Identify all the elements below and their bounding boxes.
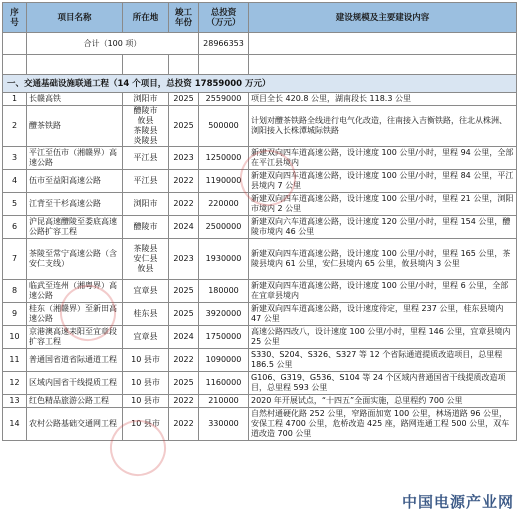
project-table	[2, 2, 517, 441]
row-location: 茶陵县 安仁县 攸县	[123, 239, 169, 280]
row-location: 10 县市	[123, 372, 169, 395]
row-content: 新建双向四车道高速公路，设计速度待定，里程 237 公里，桂东县境内 47 公里	[249, 303, 517, 326]
blank-row	[3, 55, 517, 75]
row-year: 2025	[169, 280, 199, 303]
row-investment: 500000	[199, 106, 249, 147]
row-year: 2022	[169, 395, 199, 408]
row-no: 11	[3, 349, 27, 372]
row-investment: 330000	[199, 408, 249, 441]
row-no: 1	[3, 93, 27, 106]
row-location: 10 县市	[123, 408, 169, 441]
table-row	[3, 147, 517, 170]
row-no: 12	[3, 372, 27, 395]
row-location: 醴陵市 攸县 茶陵县 炎陵县	[123, 106, 169, 147]
table-row	[3, 349, 517, 372]
row-name: 沪昆高速醴陵至娄底高速公路扩容工程	[27, 216, 123, 239]
header-no: 序 号	[3, 3, 27, 33]
table-row	[3, 326, 517, 349]
blank-cell	[123, 55, 169, 75]
section-title: 一、交通基础设施联通工程（14 个项目，总投资 17859000 万元）	[3, 75, 517, 93]
blank-cell	[3, 55, 27, 75]
row-investment: 1250000	[199, 147, 249, 170]
row-name: 区域内国省干线提质工程	[27, 372, 123, 395]
row-name: 平江至伍市（湘赣界）高速公路	[27, 147, 123, 170]
row-content: 新建双向四车道高速公路，设计速度 100 公里/小时，里程 84 公里，平江县境内 7 公里	[249, 170, 517, 193]
row-location: 平江县	[123, 170, 169, 193]
row-location: 浏阳市	[123, 193, 169, 216]
row-location: 宜章县	[123, 280, 169, 303]
row-no: 10	[3, 326, 27, 349]
watermark-logo: 中国电源产业网	[401, 493, 514, 511]
total-row	[3, 33, 517, 55]
row-name: 农村公路基础交通网工程	[27, 408, 123, 441]
table-row	[3, 93, 517, 106]
total-no	[3, 33, 27, 55]
row-location: 10 县市	[123, 395, 169, 408]
row-investment: 180000	[199, 280, 249, 303]
row-name: 临武至连州（湘粤界）高速公路	[27, 280, 123, 303]
total-investment: 28966353	[199, 33, 249, 55]
row-location: 平江县	[123, 147, 169, 170]
table-row	[3, 395, 517, 408]
row-location: 10 县市	[123, 349, 169, 372]
row-investment: 2500000	[199, 216, 249, 239]
row-content: 计划对醴茶铁路全线进行电气化改造，往南接入吉衡铁路，往北从株洲、浏阳接入长株潭城际铁路	[249, 106, 517, 147]
row-investment: 2559000	[199, 93, 249, 106]
row-name: 京港澳高速耒阳至宜章段扩容工程	[27, 326, 123, 349]
row-no: 9	[3, 303, 27, 326]
row-year: 2022	[169, 408, 199, 441]
row-name: 江背至干杉高速公路	[27, 193, 123, 216]
row-year: 2024	[169, 326, 199, 349]
row-location: 醴陵市	[123, 216, 169, 239]
total-content	[249, 33, 517, 55]
row-name: 红色精品旅游公路工程	[27, 395, 123, 408]
row-name: 茶陵至常宁高速公路（含安仁支线）	[27, 239, 123, 280]
row-investment: 1090000	[199, 349, 249, 372]
row-content: 2020 年开展试点，“十四五”全面实施，总里程约 700 公里	[249, 395, 517, 408]
row-content: 新建双向四车道高速公路，设计速度 100 公里/小时，里程 21 公里，浏阳市境内 2 公里	[249, 193, 517, 216]
row-name: 桂东（湘赣界）至新田高速公路	[27, 303, 123, 326]
row-no: 6	[3, 216, 27, 239]
header-name: 项目名称	[27, 3, 123, 33]
table-row	[3, 303, 517, 326]
row-year: 2022	[169, 193, 199, 216]
row-no: 4	[3, 170, 27, 193]
row-content: S330、S204、S326、S327 等 12 个省际通道提质改造项目，总里程 186.5 公里	[249, 349, 517, 372]
table-row	[3, 170, 517, 193]
row-year: 2023	[169, 239, 199, 280]
table-row	[3, 239, 517, 280]
row-no: 3	[3, 147, 27, 170]
row-content: 新建双向四车道高速公路，设计速度 100 公里/小时，里程 165 公里，茶陵县境内 61 公里，安仁县境内 65 公里，攸县境内 3 公里	[249, 239, 517, 280]
row-year: 2025	[169, 372, 199, 395]
row-content: 高速公路四改八，设计速度 100 公里/小时，里程 146 公里，宜章县境内 25 公里	[249, 326, 517, 349]
blank-cell	[249, 55, 517, 75]
row-year: 2022	[169, 349, 199, 372]
row-content: 新建双向六车道高速公路，设计速度 120 公里/小时，里程 154 公里，醴陵市境内 46 公里	[249, 216, 517, 239]
row-investment: 1160000	[199, 372, 249, 395]
table-row	[3, 193, 517, 216]
header-content: 建设规模及主要建设内容	[249, 3, 517, 33]
row-name: 普通国省道省际通道工程	[27, 349, 123, 372]
row-name: 伍市至益阳高速公路	[27, 170, 123, 193]
header-location: 所在地	[123, 3, 169, 33]
blank-cell	[199, 55, 249, 75]
table-row	[3, 216, 517, 239]
row-no: 7	[3, 239, 27, 280]
row-year: 2024	[169, 216, 199, 239]
row-investment: 220000	[199, 193, 249, 216]
row-content: 自然村通硬化路 252 公里，窄路面加宽 100 公里，林场道路 96 公里，安保工程 4700 公里，危桥改造 425 座，路网连通工程 500 公里，双车道改造 700 公里	[249, 408, 517, 441]
row-location: 浏阳市	[123, 93, 169, 106]
header-year: 竣工 年份	[169, 3, 199, 33]
table-row	[3, 408, 517, 441]
row-year: 2022	[169, 170, 199, 193]
row-no: 13	[3, 395, 27, 408]
row-investment: 210000	[199, 395, 249, 408]
row-location: 宜章县	[123, 326, 169, 349]
blank-cell	[169, 55, 199, 75]
row-no: 8	[3, 280, 27, 303]
row-year: 2023	[169, 147, 199, 170]
total-label: 合计（100 项）	[27, 33, 199, 55]
row-no: 5	[3, 193, 27, 216]
header-investment: 总投资 （万元）	[199, 3, 249, 33]
row-name: 长赣高铁	[27, 93, 123, 106]
row-content: 新建双向四车道高速公路，设计速度 100 公里/小时，里程 94 公里，全部在平江县境内	[249, 147, 517, 170]
row-name: 醴茶铁路	[27, 106, 123, 147]
blank-cell	[27, 55, 123, 75]
row-no: 2	[3, 106, 27, 147]
row-content: 项目全长 420.8 公里，湖南段长 118.3 公里	[249, 93, 517, 106]
row-year: 2025	[169, 303, 199, 326]
table-row	[3, 372, 517, 395]
table-header-row	[3, 3, 517, 33]
row-no: 14	[3, 408, 27, 441]
table-row	[3, 106, 517, 147]
row-investment: 3920000	[199, 303, 249, 326]
row-investment: 1190000	[199, 170, 249, 193]
row-year: 2025	[169, 93, 199, 106]
row-investment: 1750000	[199, 326, 249, 349]
row-content: 新建双向四车道高速公路，设计速度 100 公里/小时，里程 6 公里，全部在宜章县境内	[249, 280, 517, 303]
row-content: G106、G319、G536、S104 等 24 个区域内普通国省干线提质改造项目，总里程 593 公里	[249, 372, 517, 395]
row-year: 2025	[169, 106, 199, 147]
row-location: 桂东县	[123, 303, 169, 326]
section-row	[3, 75, 517, 93]
table-row	[3, 280, 517, 303]
row-investment: 1930000	[199, 239, 249, 280]
